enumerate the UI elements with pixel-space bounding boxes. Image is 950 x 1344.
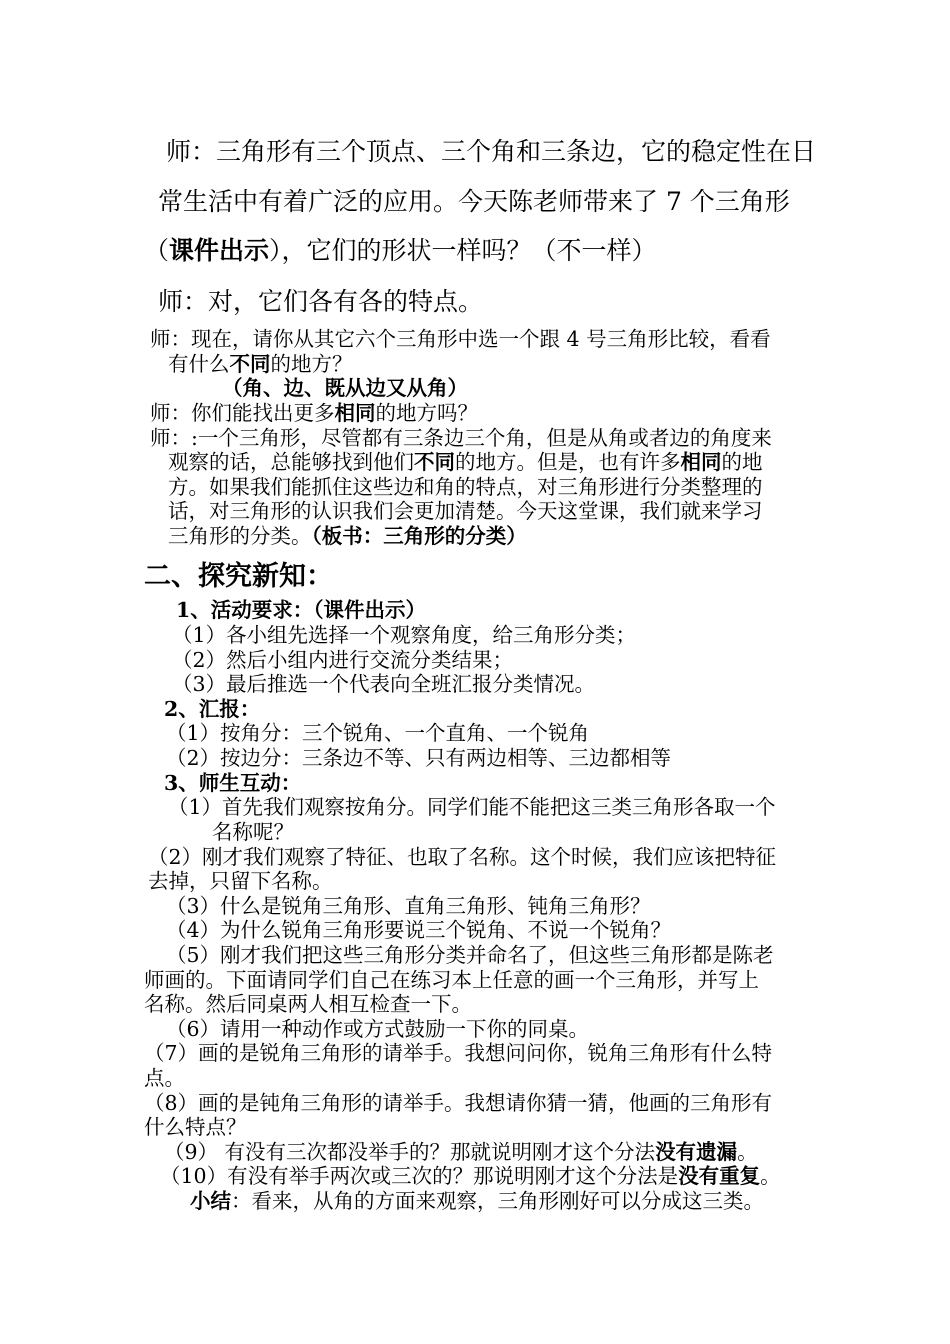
interaction-5a: （5）刚才我们把这些三角形分类并命名了，但这些三角形都是陈老 — [166, 943, 774, 967]
interaction-5c: 名称。然后同桌两人相互检查一下。 — [144, 992, 472, 1016]
intro-line-4: 师：对，它们各有各的特点。 — [158, 287, 484, 316]
compare-p1: 师：:一个三角形，尽管都有三条边三个角，但是从角或者边的角度来 — [150, 426, 772, 450]
paren-open: （ — [144, 236, 170, 265]
interaction-8a: （8）画的是钝角三角形的请举手。我想请你猜一猜，他画的三角形有 — [144, 1091, 773, 1115]
q3-post: 的地方吗？ — [375, 401, 478, 425]
compare-p4: 话，对三角形的认识我们会更加清楚。今天这堂课，我们就来学习 — [168, 499, 763, 523]
interaction-7b: 点。 — [144, 1066, 185, 1090]
compare-answer: （角、边、既从边又从角） — [222, 376, 468, 400]
bold-summary-label: 小结 — [190, 1189, 231, 1213]
q3-pre: 师：你们能找出更多 — [150, 401, 335, 425]
p2-mid: 的地方。但是，也有许多 — [455, 450, 681, 474]
bold-different: 不同 — [229, 352, 271, 376]
interaction-2a: （2）刚才我们观察了特征、也取了名称。这个时候，我们应该把特征 — [148, 845, 777, 869]
interaction-9 — [164, 1142, 758, 1163]
bold-same-2: 相同 — [680, 450, 722, 474]
intro-line-1: 师：三角形有三个顶点、三个角和三条边，它的稳定性在日 — [166, 137, 817, 166]
activity-heading: 1、活动要求：（课件出示） — [176, 598, 427, 622]
i9-pre: （9） 有没有三次都没举手的？那就说明刚才这个分法 — [164, 1140, 656, 1164]
interaction-2b: 去掉，只留下名称。 — [148, 869, 333, 893]
intro-question: ），它们的形状一样吗？（不一样） — [269, 236, 657, 265]
activity-item-1: （1）各小组先选择一个观察角度，给三角形分类； — [172, 623, 637, 647]
interaction-3: （3）什么是锐角三角形、直角三角形、钝角三角形？ — [166, 894, 651, 918]
bold-board-writing: （板书：三角形的分类） — [311, 524, 527, 548]
bold-no-omission: 没有遗漏 — [655, 1140, 738, 1164]
compare-p3: 方。如果我们能抓住这些边和角的特点，对三角形进行分类整理的 — [168, 475, 763, 499]
interaction-1a: （1）首先我们观察按角分。同学们能不能把这三类三角形各取一个 — [168, 795, 776, 819]
compare-q3 — [150, 403, 478, 424]
compare-p2 — [168, 452, 763, 473]
interaction-1b: 名称呢？ — [212, 820, 294, 844]
i10-pre: （10）有没有举手两次或三次的？那说明刚才这个分法是 — [160, 1164, 679, 1188]
q2-pre: 有什么 — [168, 352, 230, 376]
report-item-2: （2）按边分：三条边不等、只有两边相等、三边都相等 — [166, 746, 672, 770]
i9-post: 。 — [737, 1140, 758, 1164]
report-heading: 2、汇报： — [164, 697, 261, 721]
summary — [190, 1191, 764, 1212]
compare-q1: 师：现在，请你从其它六个三角形中选一个跟 4 号三角形比较，看看 — [150, 327, 771, 351]
intro-line-2: 常生活中有着广泛的应用。今天陈老师带来了 7 个三角形 — [158, 187, 790, 216]
p5-pre: 三角形的分类。 — [168, 524, 312, 548]
interaction-7a: （7）画的是锐角三角形的请举手。我想问问你，锐角三角形有什么特 — [144, 1041, 773, 1065]
compare-p5 — [168, 526, 527, 547]
q2-post: 的地方？ — [270, 352, 353, 376]
intro-line-3 — [144, 238, 657, 263]
interaction-8b: 什么特点？ — [144, 1115, 247, 1139]
bold-courseware: 课件出示 — [169, 236, 270, 265]
bold-different-2: 不同 — [414, 450, 455, 474]
bold-same: 相同 — [334, 401, 376, 425]
interaction-5b: 师画的。下面请同学们自己在练习本上任意的画一个三角形，并写上 — [144, 968, 759, 992]
interaction-heading: 3、师生互动： — [164, 771, 302, 795]
compare-q2 — [168, 354, 353, 375]
bold-no-repeat: 没有重复 — [678, 1164, 761, 1188]
summary-text: ：看来，从角的方面来观察，三角形刚好可以分成这三类。 — [231, 1189, 764, 1213]
p2-post: 的地 — [721, 450, 763, 474]
report-item-1: （1）按角分：三个锐角、一个直角、一个锐角 — [166, 721, 590, 745]
interaction-10 — [160, 1166, 781, 1187]
activity-item-3: （3）最后推选一个代表向全班汇报分类情况。 — [172, 672, 596, 696]
interaction-4: （4）为什么锐角三角形要说三个锐角、不说一个锐角？ — [166, 918, 672, 942]
p2-pre: 观察的话，总能够找到他们 — [168, 450, 414, 474]
section-2-title: 二、探究新知： — [144, 561, 333, 592]
activity-item-2: （2）然后小组内进行交流分类结果； — [172, 648, 514, 672]
interaction-6: （6）请用一种动作或方式鼓励一下你的同桌。 — [166, 1017, 590, 1041]
i10-post: 。 — [760, 1164, 781, 1188]
